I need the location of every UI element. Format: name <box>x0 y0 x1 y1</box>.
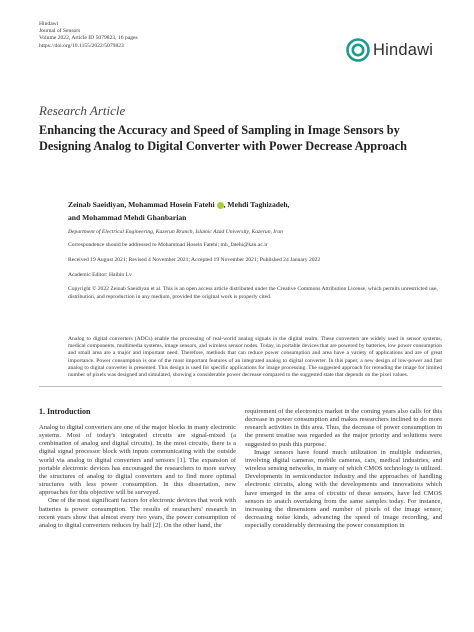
article-title: Enhancing the Accuracy and Speed of Sampling in Image Sensors by Designing Analog to Digital Converter with Power Decrease Approach <box>39 123 407 153</box>
author-names-part2: , Mehdi Taghizadeh, <box>223 200 290 209</box>
doi-link[interactable]: https://doi.org/10.1155/2022/5079823 <box>39 42 124 49</box>
right-column <box>245 408 442 530</box>
orcid-icon[interactable] <box>217 202 224 209</box>
hindawi-logo-text: Hindawi <box>373 40 434 59</box>
volume-info: Volume 2022, Article ID 5079823, 16 pages <box>39 35 138 42</box>
author-names-part1: Zeinab Saeidiyan, Mohammad Hosein Fatehi <box>68 200 215 209</box>
author-names-line2: and Mohammad Mehdi Ghanbarian <box>68 213 187 222</box>
journal-meta <box>39 21 138 50</box>
paragraph: Analog to digital converters are one of the major blocks in many electronic systems. Most of today's integrated circuits are signal-mixed (a combination of analog and digital circuits). In the most circuits, there is a digital signal processor block with inputs communicating with the outside world via analog to digital converters and sensors [1]. The expansion of portable electronic devices has encouraged the researchers to more survey the structures of analog to digital converters and to find more optimal structures with less power consumption. In this dissertation, new approaches for this objective will be surveyed. <box>39 424 236 497</box>
section-heading: 1. Introduction <box>39 407 91 416</box>
paragraph: Image sensors have found much utilization in multiple industries, involving digital cameras, mobile cameras, cars, medical industries, and wireless sensing networks, in many of which CMOS technology is utilized. Developments in semiconductor industry and the approaches of handling electronic circuits, along with the developments and innovations which have emerged in the area of circuits of these sensors, have led CMOS sensors to snatch overtaking from the same samples today. For instance, increasing the dimensions and number of pixels of the image sensor, decreasing noise kinds, advancing the speed of image recording, and especially considerably decreasing the power consumption in <box>245 448 442 530</box>
article-dates: Received 19 August 2021; Revised 4 November 2021; Accepted 19 November 2021; Published 24 January 2022 <box>68 257 321 263</box>
correspondence: Correspondence should be addressed to Mohammad Hosein Fatehi; mh_fatehi@kau.ac.ir <box>68 242 268 248</box>
abstract: Analog to digital converters (ADCs) enable the processing of real-world analog signals in the digital realm. These converters are widely used in sensor systems, medical components, multimedia systems, image sensors, and wireless sensor nodes. Today, in portable devices that are powered by batteries, low power consumption and small area are a major and important need. Therefore, methods that can reduce power consumption and area have a variety of applications and are of great importance. Power consumption is one of the most important features of an integrated analog to digital converter. In this paper, a new design of low-power and fast analog to digital converter is presented. This design is used for specific applications for image processing. The suggested approach for rereading the image for limited number of pixels was designed and simulated, showing a considerable power decrease compared to the suggested state that depends on the pixel values. <box>68 336 442 379</box>
publisher-name: Hindawi <box>39 21 59 27</box>
journal-name: Journal of Sensors <box>39 28 81 35</box>
paragraph: One of the most significant factors for electronic devices that work with batteries is power consumption. The results of researchers' research in recent years show that almost every two years, the power consumption of analog to digital converters reduces by half [2]. On the other hand, the <box>39 497 236 529</box>
divider <box>39 386 442 387</box>
academic-editor: Academic Editor: Haibin Lv <box>68 272 132 278</box>
paragraph: requirement of the electronics market in the coming years also calls for this decrease in power consumption and makes researchers inclined to do more research activities in this area. Thus, the decrease of power consumption in the present treatise was regarded as the major priority and solutions were suggested to push this purpose. <box>245 408 442 448</box>
hindawi-logo[interactable] <box>346 38 433 62</box>
copyright-notice: Copyright © 2022 Zeinab Saeidiyan et al. This is an open access article distributed under the Creative Commons Attribution License, which permits unrestricted use, distribution, and reproduction in any medium, provided the original work is properly cited. <box>68 286 438 300</box>
article-type: Research Article <box>39 103 126 118</box>
left-column <box>39 424 236 530</box>
affiliation: Department of Electrical Engineering, Kazerun Branch, Islamic Azad University, Kazerun, Iran <box>68 229 283 235</box>
hindawi-logo-icon <box>346 38 370 62</box>
author-list <box>68 198 408 224</box>
